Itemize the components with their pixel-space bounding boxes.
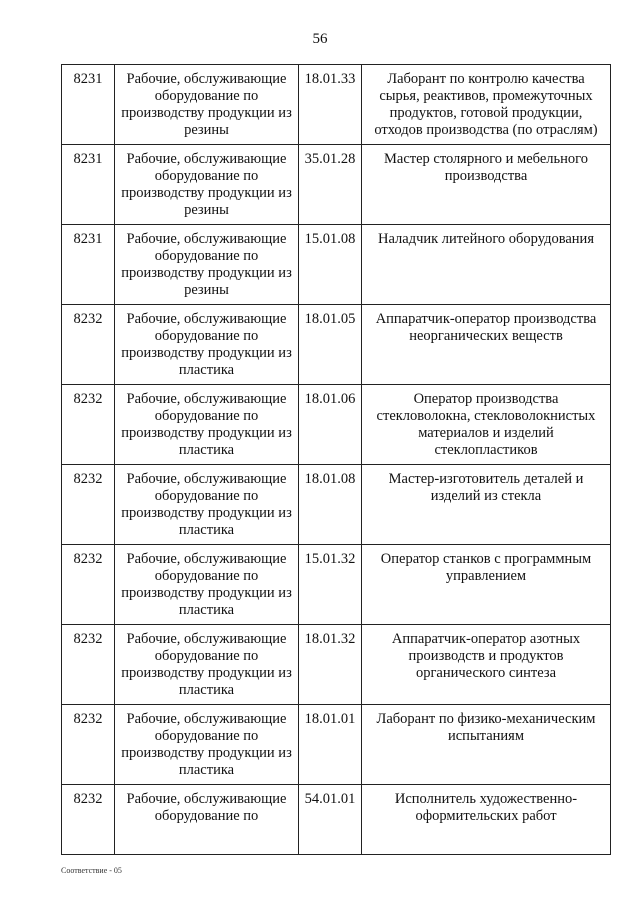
okz-code-cell: 8231 bbox=[62, 65, 115, 145]
okz-code-cell: 8232 bbox=[62, 545, 115, 625]
profession-number-cell: 54.01.01 bbox=[299, 785, 362, 855]
occupation-group-cell: Рабочие, обслуживающие оборудование по производству продукции из пластика bbox=[115, 465, 299, 545]
table-row bbox=[62, 465, 611, 545]
profession-name-cell: Мастер-изготовитель деталей и изделий из стекла bbox=[362, 465, 611, 545]
profession-name-cell: Оператор станков с программным управлением bbox=[362, 545, 611, 625]
table-row bbox=[62, 225, 611, 305]
profession-name-cell: Лаборант по контролю качества сырья, реактивов, промежуточных продуктов, готовой продукции, отходов производства (по отраслям) bbox=[362, 65, 611, 145]
okz-code-cell: 8232 bbox=[62, 625, 115, 705]
footer-note: Соответствие - 05 bbox=[61, 866, 122, 875]
profession-number-cell: 18.01.32 bbox=[299, 625, 362, 705]
profession-name-cell: Наладчик литейного оборудования bbox=[362, 225, 611, 305]
profession-number-cell: 15.01.08 bbox=[299, 225, 362, 305]
occupation-group-cell: Рабочие, обслуживающие оборудование по производству продукции из резины bbox=[115, 145, 299, 225]
table-row bbox=[62, 65, 611, 145]
table-row bbox=[62, 625, 611, 705]
table-row bbox=[62, 145, 611, 225]
table-row bbox=[62, 305, 611, 385]
okz-code-cell: 8232 bbox=[62, 785, 115, 855]
profession-number-cell: 15.01.32 bbox=[299, 545, 362, 625]
occupation-group-cell: Рабочие, обслуживающие оборудование по bbox=[115, 785, 299, 855]
profession-number-cell: 18.01.08 bbox=[299, 465, 362, 545]
profession-name-cell: Лаборант по физико-механическим испытаниям bbox=[362, 705, 611, 785]
okz-code-cell: 8232 bbox=[62, 465, 115, 545]
profession-number-cell: 18.01.33 bbox=[299, 65, 362, 145]
table-row bbox=[62, 545, 611, 625]
profession-number-cell: 18.01.05 bbox=[299, 305, 362, 385]
okz-code-cell: 8232 bbox=[62, 705, 115, 785]
document-table bbox=[61, 64, 611, 855]
occupation-group-cell: Рабочие, обслуживающие оборудование по производству продукции из резины bbox=[115, 225, 299, 305]
profession-name-cell: Исполнитель художественно-оформительских работ bbox=[362, 785, 611, 855]
occupation-group-cell: Рабочие, обслуживающие оборудование по производству продукции из резины bbox=[115, 65, 299, 145]
okz-code-cell: 8232 bbox=[62, 305, 115, 385]
profession-name-cell: Мастер столярного и мебельного производства bbox=[362, 145, 611, 225]
occupation-group-cell: Рабочие, обслуживающие оборудование по производству продукции из пластика bbox=[115, 385, 299, 465]
profession-number-cell: 18.01.06 bbox=[299, 385, 362, 465]
table-row bbox=[62, 705, 611, 785]
okz-code-cell: 8231 bbox=[62, 225, 115, 305]
occupation-group-cell: Рабочие, обслуживающие оборудование по производству продукции из пластика bbox=[115, 545, 299, 625]
occupation-group-cell: Рабочие, обслуживающие оборудование по производству продукции из пластика bbox=[115, 705, 299, 785]
table-row bbox=[62, 785, 611, 855]
okz-code-cell: 8232 bbox=[62, 385, 115, 465]
profession-name-cell: Аппаратчик-оператор азотных производств и продуктов органического синтеза bbox=[362, 625, 611, 705]
page-number: 56 bbox=[312, 31, 328, 47]
occupation-group-cell: Рабочие, обслуживающие оборудование по производству продукции из пластика bbox=[115, 305, 299, 385]
okz-code-cell: 8231 bbox=[62, 145, 115, 225]
occupation-group-cell: Рабочие, обслуживающие оборудование по производству продукции из пластика bbox=[115, 625, 299, 705]
profession-name-cell: Аппаратчик-оператор производства неорганических веществ bbox=[362, 305, 611, 385]
profession-number-cell: 18.01.01 bbox=[299, 705, 362, 785]
table-row bbox=[62, 385, 611, 465]
profession-number-cell: 35.01.28 bbox=[299, 145, 362, 225]
profession-name-cell: Оператор производства стекловолокна, стекловолокнистых материалов и изделий стеклопластиков bbox=[362, 385, 611, 465]
